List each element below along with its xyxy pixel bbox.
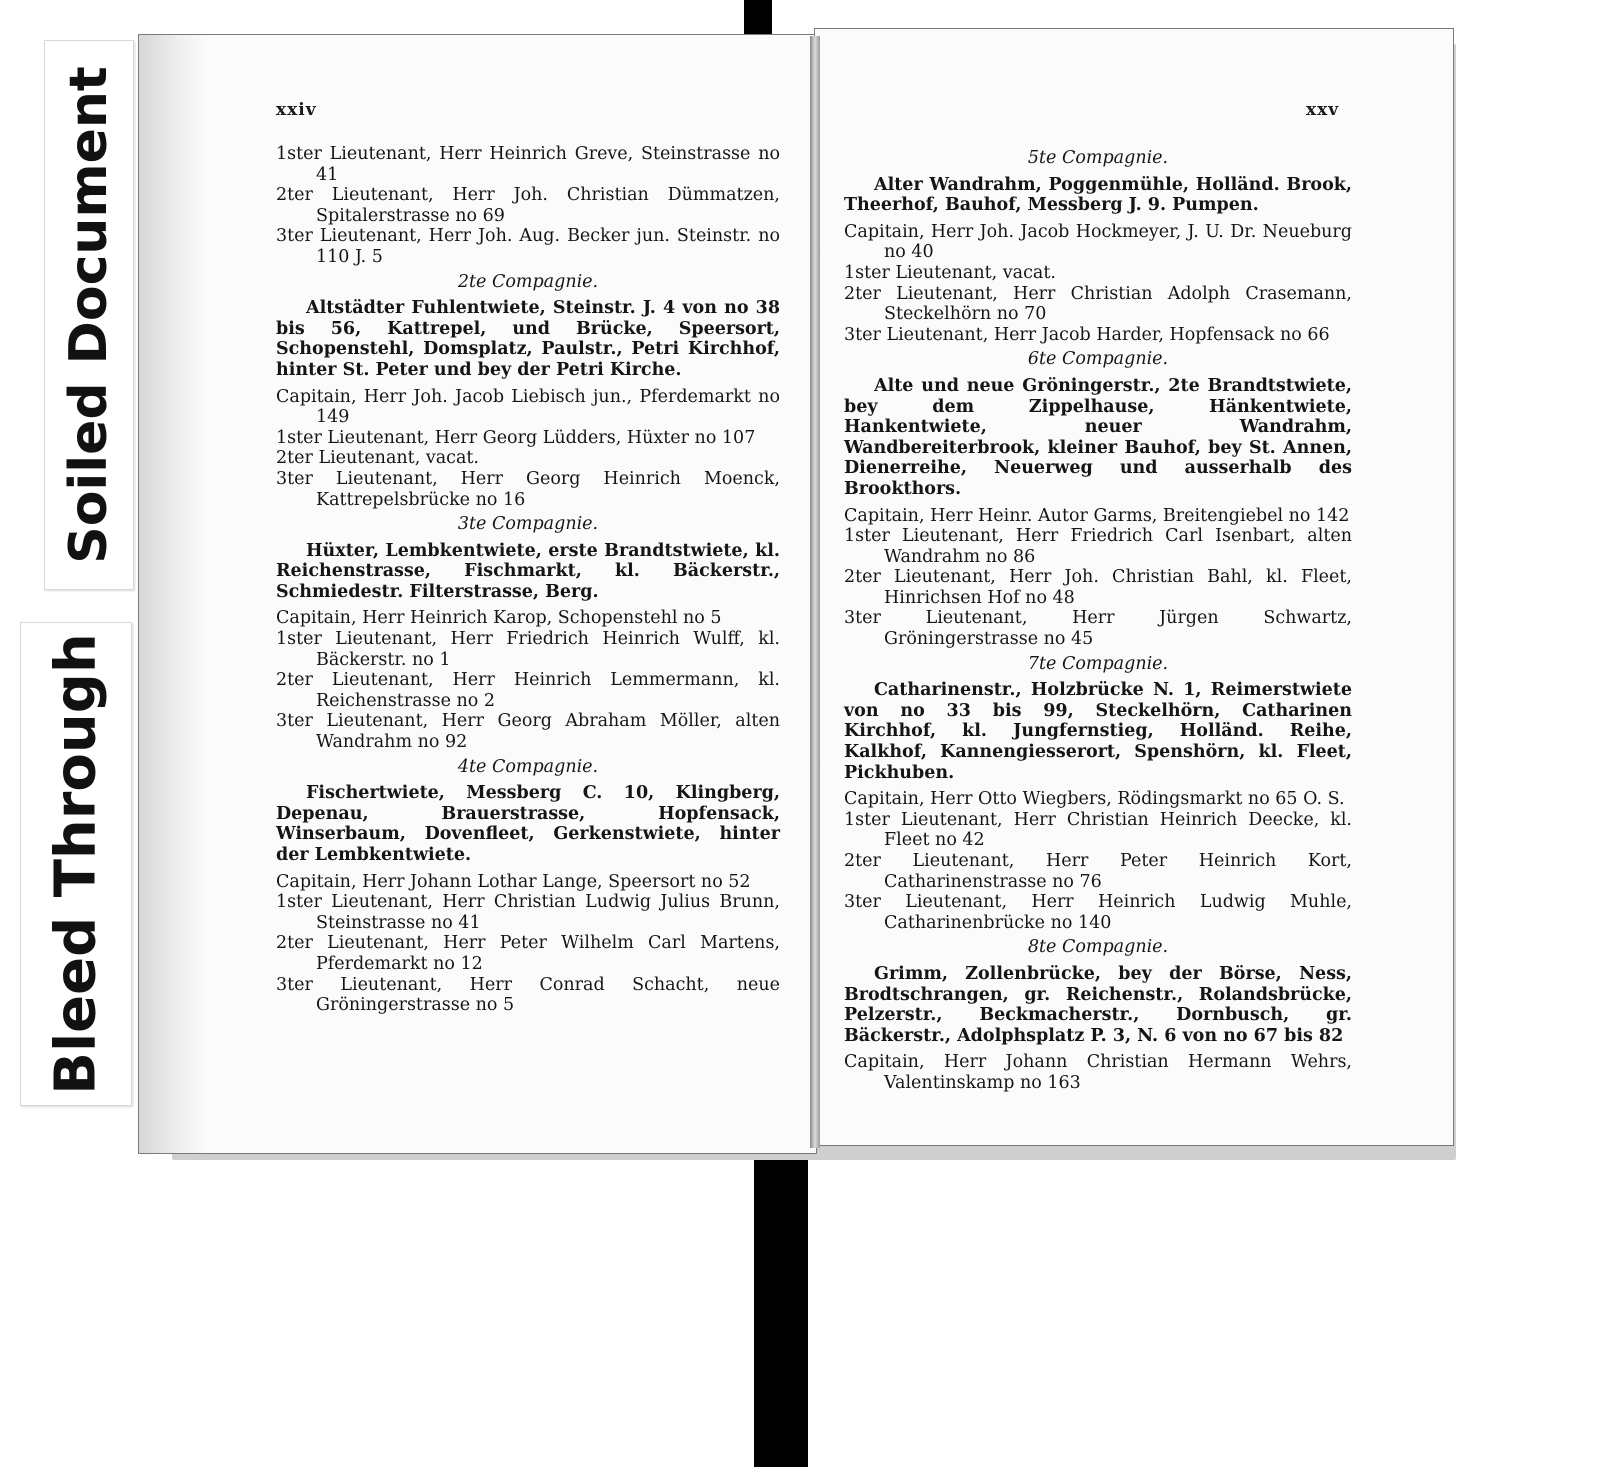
company-heading: 3te Compagnie. [457, 514, 599, 535]
officer-entry: 3ter Lieutenant, Herr Georg Heinrich Moenck, Kattrepelsbrücke no 16 [276, 468, 780, 510]
top-scanner-bar [744, 0, 772, 34]
district-list: Catharinenstr., Holzbrücke N. 1, Reimerstwiete von no 33 bis 99, Steckelhörn, Catharinen Kirchhof, kl. Jungfernstieg, Holländ. Reihe, Kalkhof, Kannengiesserort, Spenshörn, kl. Fleet, Pickhuben. [844, 680, 1352, 783]
right-page-number: xxv [1306, 100, 1340, 120]
officer-entry: 1ster Lieutenant, Herr Friedrich Heinrich Wulff, kl. Bäckerstr. no 1 [276, 629, 780, 670]
officer-entry: 3ter Lieutenant, Herr Heinrich Ludwig Muhle, Catharinenbrücke no 140 [844, 892, 1352, 933]
bleed-through-label: Bleed Through [43, 633, 109, 1095]
officer-entry: 2ter Lieutenant, Herr Peter Heinrich Kort, Catharinenstrasse no 76 [844, 851, 1352, 892]
soiled-document-label: Soiled Document [59, 66, 119, 564]
soiled-document-label-card [44, 40, 134, 590]
district-list: Hüxter, Lembkentwiete, erste Brandtstwiete, kl. Reichenstrasse, Fischmarkt, kl. Bäckerstr., Schmiedestr. Filterstrasse, Berg. [276, 540, 780, 602]
district-list: Altstädter Fuhlentwiete, Steinstr. J. 4 von no 38 bis 56, Kattrepel, und Brücke, Speersort, Schopenstehl, Domsplatz, Paulstr., Petri Kirchhof, hinter St. Peter und bey der Petri Kirche. [276, 298, 780, 380]
officer-entry: 2ter Lieutenant, Herr Heinrich Lemmermann, kl. Reichenstrasse no 2 [276, 670, 780, 711]
officer-entry: 1ster Lieutenant, vacat. [844, 262, 1056, 283]
officer-entry: 1ster Lieutenant, Herr Friedrich Carl Isenbart, alten Wandrahm no 86 [844, 526, 1352, 567]
officer-entry: 3ter Lieutenant, Herr Jacob Harder, Hopfensack no 66 [844, 324, 1330, 345]
officer-entry: Capitain, Herr Heinrich Karop, Schopenstehl no 5 [276, 608, 722, 629]
officer-entry: 1ster Lieutenant, Herr Georg Lüdders, Hüxter no 107 [276, 427, 756, 448]
officer-entry: Capitain, Herr Johann Lothar Lange, Speersort no 52 [276, 871, 751, 892]
officer-entry: 2ter Lieutenant, Herr Peter Wilhelm Carl Martens, Pferdemarkt no 12 [276, 933, 780, 974]
left-page-number: xxiv [276, 100, 317, 120]
bottom-scanner-bar [754, 1150, 808, 1467]
officer-entry: Capitain, Herr Joh. Jacob Hockmeyer, J. U. Dr. Neueburg no 40 [844, 221, 1352, 263]
company-heading: 7te Compagnie. [1027, 653, 1169, 674]
bleed-through-label-card [20, 622, 132, 1106]
officer-entry: 3ter Lieutenant, Herr Conrad Schacht, neue Gröningerstrasse no 5 [276, 974, 780, 1016]
district-list: Alter Wandrahm, Poggenmühle, Holländ. Brook, Theerhof, Bauhof, Messberg J. 9. Pumpen. [844, 174, 1352, 216]
officer-entry: 1ster Lieutenant, Herr Christian Ludwig Julius Brunn, Steinstrasse no 41 [276, 892, 780, 933]
company-heading: 6te Compagnie. [1027, 349, 1169, 370]
officer-entry: 3ter Lieutenant, Herr Georg Abraham Möller, alten Wandrahm no 92 [276, 711, 780, 753]
officer-entry: Capitain, Herr Joh. Jacob Liebisch jun., Pferdemarkt no 149 [276, 386, 780, 428]
officer-entry: 1ster Lieutenant, Herr Christian Heinrich Deecke, kl. Fleet no 42 [844, 809, 1352, 851]
officer-entry: Capitain, Herr Otto Wiegbers, Rödingsmarkt no 65 O. S. [844, 789, 1345, 810]
officer-entry: Capitain, Herr Johann Christian Hermann Wehrs, Valentinskamp no 163 [844, 1052, 1352, 1093]
company-heading: 8te Compagnie. [1027, 937, 1169, 958]
company-heading: 4te Compagnie. [457, 756, 599, 777]
officer-entry: 2ter Lieutenant, Herr Christian Adolph Crasemann, Steckelhörn no 70 [844, 283, 1352, 325]
officer-entry: 3ter Lieutenant, Herr Jürgen Schwartz, Gröningerstrasse no 45 [844, 608, 1352, 650]
district-list: Grimm, Zollenbrücke, bey der Börse, Ness, Brodtschrangen, gr. Reichenstr., Rolandsbrücke, Pelzerstr., Beckmacherstr., Dornbusch, gr. Bäckerstr., Adolphsplatz P. 3, N. 6 von no 67 bis 82 [844, 963, 1352, 1046]
company-heading: 5te Compagnie. [1027, 148, 1169, 168]
district-list: Alte und neue Gröningerstr., 2te Brandtstwiete, bey dem Zippelhause, Hänkentwiete, Hankentwiete, neuer Wandrahm, Wandbereiterbrook, kleiner Bauhof, bey St. Annen, Dienerreihe, Neuerweg und ausserhalb des Brookthors. [844, 375, 1352, 499]
officer-entry: 2ter Lieutenant, Herr Joh. Christian Bahl, kl. Fleet, Hinrichsen Hof no 48 [844, 567, 1352, 608]
book-spine [810, 36, 820, 1148]
right-page-text [844, 144, 1352, 1094]
officer-entry: Capitain, Herr Heinr. Autor Garms, Breitengiebel no 142 [844, 505, 1350, 526]
officer-entry: 1ster Lieutenant, Herr Heinrich Greve, Steinstrasse no 41 [276, 144, 780, 185]
district-list: Fischertwiete, Messberg C. 10, Klingberg, Depenau, Brauerstrasse, Hopfensack, Winserbaum, Dovenfleet, Gerkenstwiete, hinter der Lembkentwiete. [276, 783, 780, 865]
officer-entry: 2ter Lieutenant, Herr Joh. Christian Dümmatzen, Spitalerstrasse no 69 [276, 185, 780, 226]
officer-entry: 3ter Lieutenant, Herr Joh. Aug. Becker jun. Steinstr. no 110 J. 5 [276, 226, 780, 267]
officer-entry: 2ter Lieutenant, vacat. [276, 448, 479, 469]
left-page-text [276, 144, 780, 1016]
company-heading: 2te Compagnie. [457, 271, 599, 292]
